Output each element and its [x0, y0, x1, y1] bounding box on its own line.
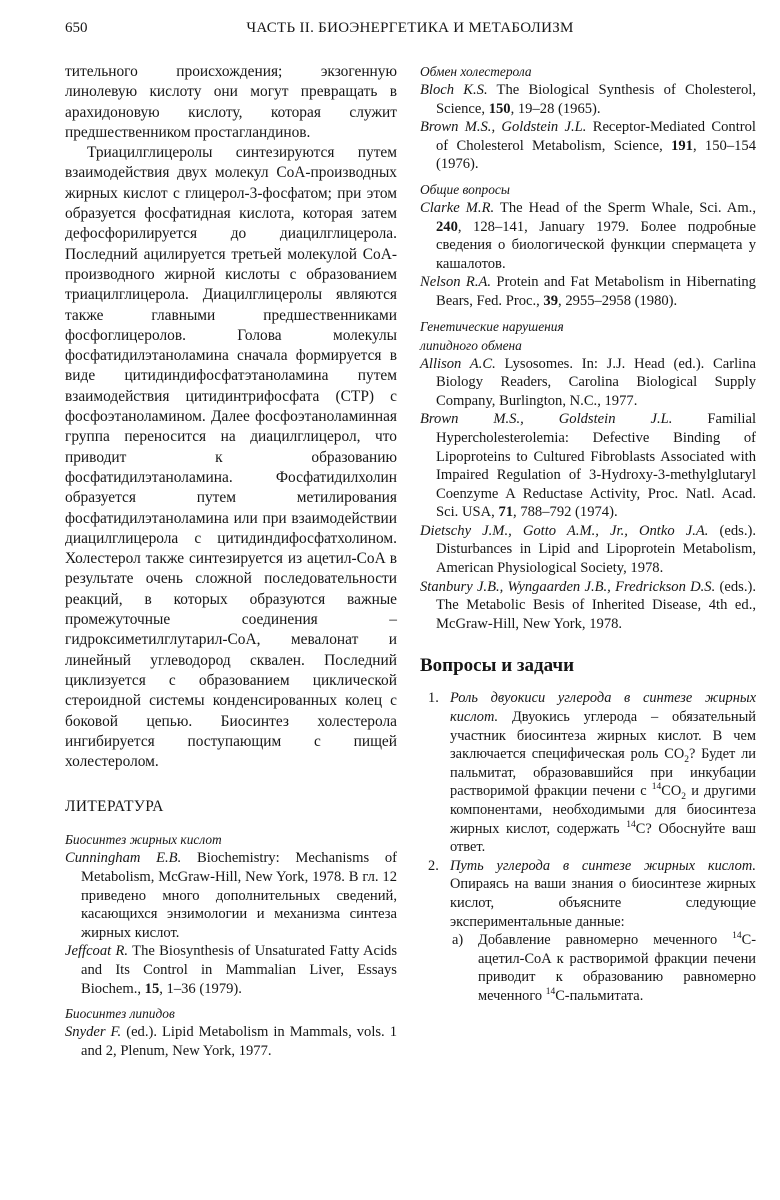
reference-entry: Jeffcoat R. The Biosynthesis of Unsaturated Fatty Acids and Its Control in Mammalian Liver, Essays Biochem., 15, 1–36 (1979).	[65, 943, 398, 997]
page-number: 650	[65, 20, 88, 36]
reference-section-title: Генетические нарушения липидного обмена	[420, 318, 564, 353]
reference-authors: Jeffcoat R.	[65, 943, 129, 960]
reference-entry: Dietschy J.M., Gotto A.M., Jr., Ontko J.A. (eds.). Disturbances in Lipid and Lipoprotein Metabolism, American Physiological Society, 1978.	[420, 522, 756, 577]
reference-authors: Stanbury J.B., Wyngaarden J.B., Fredrickson D.S.	[420, 578, 716, 595]
literature-heading: ЛИТЕРАТУРА	[65, 798, 164, 816]
reference-entry: Stanbury J.B., Wyngaarden J.B., Fredrickson D.S. (eds.). The Metabolic Besis of Inherited Disease, 4th ed., McGraw-Hill, New York, 1978.	[420, 578, 756, 632]
reference-section-title: Общие вопросы	[420, 181, 510, 197]
reference-entry: Nelson R.A. Protein and Fat Metabolism in Hibernating Bears, Fed. Proc., 39, 2955–2958 (1980).	[420, 274, 756, 309]
question-title: Роль двуокиси углерода в синтезе жирных кислот.	[450, 690, 756, 726]
reference-entry: Cunningham E.B. Biochemistry: Mechanisms of Metabolism, McGraw-Hill, New York, 1978. В гл. 12 приведено много дополнительных сведений, касающихся энзимологии и механизма синтеза жирных кислот.	[65, 850, 397, 941]
left-column	[65, 62, 397, 1060]
reference-entry: Snyder F. (ed.). Lipid Metabolism in Mammals, vols. 1 and 2, Plenum, New York, 1977.	[65, 1024, 398, 1059]
reference-authors: Allison A.C.	[420, 355, 496, 372]
subitem-label: а)	[452, 932, 464, 949]
question-item: 1. Роль двуокиси углерода в синтезе жирных кислот. Двуокись углерода – обязательный участник биосинтеза жирных кислот. В чем заключается специфическая роль $CO_2$? Будет ли пальмитат, образовавшийся при инкубации растворимой фракции печени с $^{14}CO_2$ и другими компонентами, необходимыми для биосинтеза жирных кислот, содержать $^{14}$C? Обоснуйте ваш ответ.	[428, 690, 757, 856]
reference-authors: Brown M.S., Goldstein J.L.	[420, 411, 673, 428]
body-paragraph: тительного происхождения; экзогенную линолевую кислоту они могут превращать в арахидоновую кислоту, которая служит предшественником простагландинов.	[65, 63, 397, 141]
question-subitem: а) Добавление равномерно меченного $^{14}$C-ацетил-CoA к растворимой фракции печени приводит к образованию равномерно меченного $^{14}$C-пальмитата.	[452, 931, 756, 1004]
reference-section-title: Биосинтез жирных кислот	[65, 832, 222, 848]
reference-authors: Clarke M.R.	[420, 199, 495, 216]
reference-entry: Allison A.C. Lysosomes. In: J.J. Head (ed.). Carlina Biology Readers, Carolina Biological Supply Company, Burlington, N.C., 1977.	[420, 355, 757, 409]
reference-authors: Nelson R.A.	[420, 274, 492, 291]
body-paragraph: Триацилглицеролы синтезируются путем взаимодействия двух молекул CoA-производных жирных кислот с глицерол-3-фосфатом; при этом образуется фосфатидная кислота, которая затем дефосфорилируется до диацилглицерола. Последний ацилируется третьей молекулой CoA-производного жирной кислоты с образованием триацилглицерола. Диацилглицеролы являются также главными предшественниками фосфоглицеролов. Голова молекулы фосфатидилэтаноламина сначала формируется в виде цитидиндифосфатэтаноламина путем взаимодействия цитидинтрифосфата (CTP) с фосфоэтаноламином. Далее фосфоэтаноламинная группа переносится на диацилглицерол, что приводит к образованию фосфатидилэтаноламина. Фосфатидилхолин образуется путем метилирования фосфатидилэтаноламина или при взаимодействии диацилглицерола с цитидиндифосфатхолином. Холестерол также синтезируется из ацетил-CoA в результате очень сложной последовательности реакций, в которых образуются важные промежуточные соединения – гидроксиметилглутарил-CoA, мевалонат и линейный углеводород сквален. Последний циклизуется с образованием циклической стероидной системы конденсированных колец с боковой цепью. Биосинтез холестерола ингибируется поступающим с пищей холестеролом.	[65, 144, 397, 771]
question-title: Путь углерода в синтезе жирных кислот.	[450, 857, 756, 874]
reference-section-title: Биосинтез липидов	[65, 1006, 175, 1022]
reference-authors: Cunningham E.B.	[65, 850, 182, 867]
reference-entry: Brown M.S., Goldstein J.L. Receptor-Mediated Control of Cholesterol Metabolism, Science, 191, 150–154 (1976).	[420, 119, 757, 173]
reference-authors: Snyder F.	[65, 1024, 122, 1041]
reference-entry: Bloch K.S. The Biological Synthesis of Cholesterol, Science, 150, 19–28 (1965).	[420, 82, 756, 117]
reference-authors: Dietschy J.M., Gotto A.M., Jr., Ontko J.A.	[420, 522, 709, 539]
page-header	[65, 20, 755, 44]
reference-authors: Bloch K.S.	[420, 82, 488, 98]
reference-entry: Brown M.S., Goldstein J.L. Familial Hypercholesterolemia: Defective Binding of Lipoproteins to Cultured Fibroblasts Associated with Impaired Regulation of 3-Hydroxy-3-methylglutaryl Coenzyme A Reductase Activity, Proc. Natl. Acad. Sci. USA, 71, 788–792 (1974).	[420, 411, 756, 521]
question-number: 2.	[428, 857, 439, 874]
questions-heading: Вопросы и задачи	[420, 655, 575, 677]
question-item: 2. Путь углерода в синтезе жирных кислот. Опираясь на ваши знания о биосинтезе жирных кислот, объясните следующие экспериментальные данные: а) Добавление равномерно меченного $^{14}$C-ацетил-CoA к растворимой фракции печени приводит к образованию равномерно меченного $^{14}$C-пальмитата.	[428, 857, 756, 1004]
reference-entry: Clarke M.R. The Head of the Sperm Whale, Sci. Am., 240, 128–141, January 1979. Более подробные сведения о биологической функции спермацета у кашалотов.	[420, 199, 756, 272]
running-head: ЧАСТЬ II. БИОЭНЕРГЕТИКА И МЕТАБОЛИЗМ	[246, 20, 574, 36]
right-column	[420, 62, 756, 1006]
reference-authors: Brown M.S., Goldstein J.L.	[420, 119, 587, 136]
question-number: 1.	[428, 690, 439, 707]
reference-section-title: Обмен холестерола	[420, 64, 532, 79]
